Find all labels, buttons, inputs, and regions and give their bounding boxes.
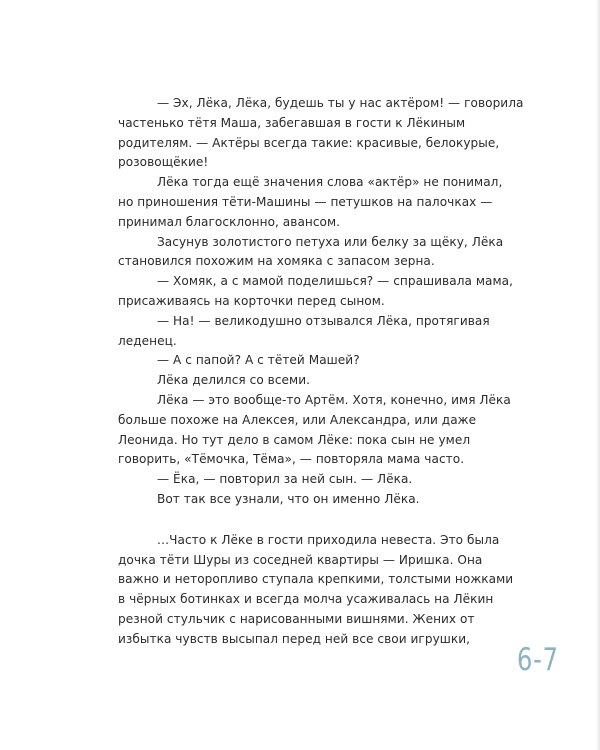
text-line: Лёка тогда ещё значения слова «актёр» не понимал, bbox=[157, 175, 503, 190]
text-line: дочка тёти Шуры из соседней квартиры — Иришка. Она bbox=[118, 552, 483, 567]
text-section-1 bbox=[118, 94, 524, 510]
text-line: Вот так все узнали, что он именно Лёка. bbox=[157, 491, 420, 506]
text-line: больше похоже на Алексея, или Александра, или даже bbox=[118, 412, 477, 427]
text-line: леденец. bbox=[118, 333, 177, 348]
text-line: — Ёка, — повторил за ней сын. — Лёка. bbox=[157, 472, 413, 487]
text-line: становился похожим на хомяка с запасом зерна. bbox=[118, 254, 435, 269]
text-line: говорить, «Тёмочка, Тёма», — повторяла мама часто. bbox=[118, 452, 465, 467]
text-line: …Часто к Лёке в гости приходила невеста. Это была bbox=[157, 532, 500, 547]
text-line: Леонида. Но тут дело в самом Лёке: пока сын не умел bbox=[118, 432, 471, 447]
book-text bbox=[118, 94, 524, 650]
text-line: избытка чувств высыпал перед ней все свои игрушки, bbox=[118, 631, 471, 646]
text-section-2 bbox=[118, 531, 518, 650]
text-line: — Хомяк, а с мамой поделишься? — спрашивала мама, bbox=[157, 274, 513, 289]
text-line: — А с папой? А с тётей Машей? bbox=[157, 353, 360, 368]
text-line: частенько тётя Маша, забегавшая в гости к Лёкиным bbox=[118, 115, 466, 130]
text-line: розовощёкие! bbox=[118, 155, 209, 170]
text-line: присаживаясь на корточки перед сыном. bbox=[118, 293, 385, 308]
text-line: принимал благосклонно, авансом. bbox=[118, 214, 341, 229]
text-line: в чёрных ботинках и всегда молча усаживалась на Лёкин bbox=[118, 592, 494, 607]
text-line: родителям. — Актёры всегда такие: красивые, белокурые, bbox=[118, 135, 500, 150]
text-line: важно и неторопливо ступала крепкими, толстыми ножками bbox=[118, 572, 514, 587]
text-line: но приношения тёти-Машины — петушков на палочках — bbox=[118, 194, 493, 209]
text-line: Засунув золотистого петуха или белку за щёку, Лёка bbox=[157, 234, 504, 249]
page-number: 6-7 bbox=[517, 642, 559, 678]
page-edge bbox=[596, 0, 600, 750]
text-line: Лёка делился со всеми. bbox=[157, 373, 311, 388]
text-line: — Эх, Лёка, Лёка, будешь ты у нас актёром! — говорила bbox=[157, 96, 524, 110]
text-line: Лёка — это вообще-то Артём. Хотя, конечно, имя Лёка bbox=[157, 392, 511, 407]
text-line: — На! — великодушно отзывался Лёка, протягивая bbox=[157, 313, 490, 328]
text-line: резной стульчик с нарисованными вишнями. Жених от bbox=[118, 611, 475, 626]
